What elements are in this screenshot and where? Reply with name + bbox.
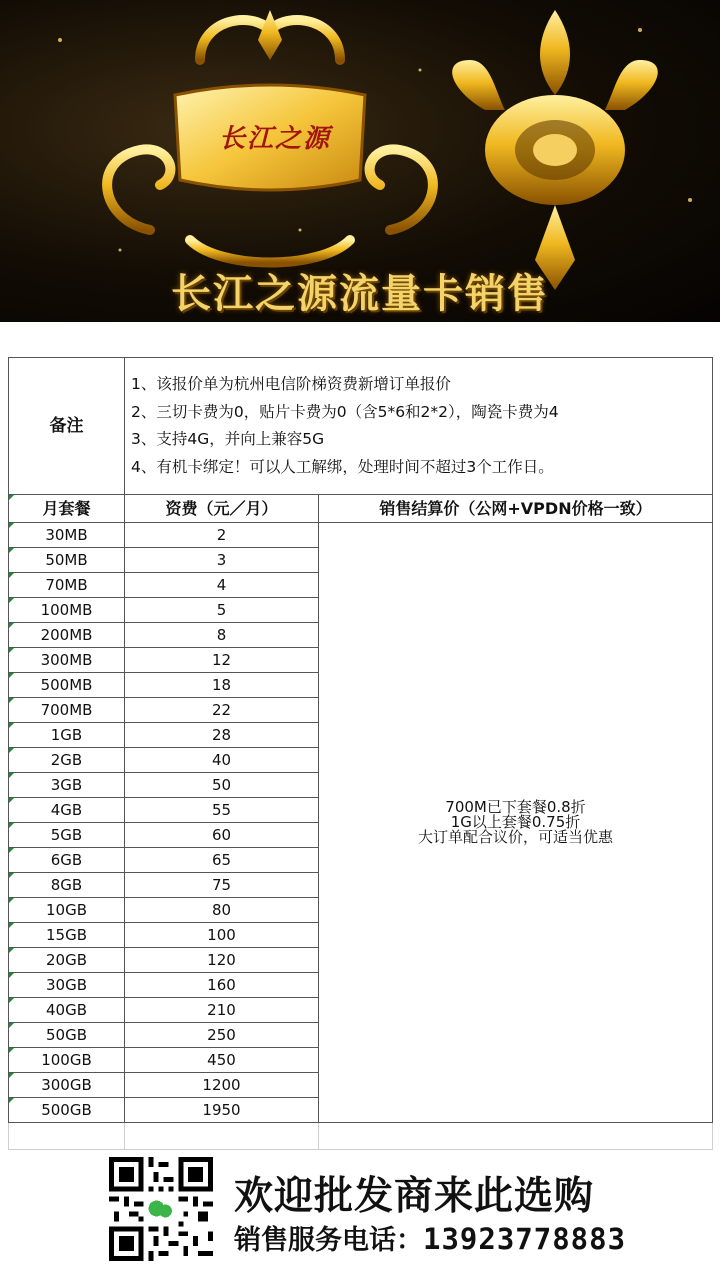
fee-cell: 8 xyxy=(125,623,319,648)
plan-cell: 4GB xyxy=(9,798,125,823)
note-line: 1、该报价单为杭州电信阶梯资费新增订单报价 xyxy=(131,375,451,393)
plaque-logo-text: 长江之源 xyxy=(218,124,331,154)
fee-cell: 100 xyxy=(125,923,319,948)
empty-cell xyxy=(319,1123,713,1150)
note-line: 3、支持4G，并向上兼容5G xyxy=(131,430,325,448)
plan-cell: 2GB xyxy=(9,748,125,773)
plan-cell: 100MB xyxy=(9,598,125,623)
plan-cell: 6GB xyxy=(9,848,125,873)
plan-cell: 8GB xyxy=(9,873,125,898)
plan-cell: 700MB xyxy=(9,698,125,723)
plan-cell: 70MB xyxy=(9,573,125,598)
fee-cell: 250 xyxy=(125,1023,319,1048)
note-line: 2、三切卡费为0，贴片卡费为0（含5*6和2*2），陶瓷卡费为4 xyxy=(131,402,559,421)
settlement-line: 1G以上套餐0.75折 xyxy=(450,813,581,831)
fee-cell: 65 xyxy=(125,848,319,873)
plan-cell: 200MB xyxy=(9,623,125,648)
price-table xyxy=(8,357,713,1150)
fee-cell: 75 xyxy=(125,873,319,898)
plan-cell: 3GB xyxy=(9,773,125,798)
table-row xyxy=(9,523,713,548)
banner-title: 长江之源流量卡销售 xyxy=(171,271,549,317)
notes-text xyxy=(125,358,713,495)
table-header-row xyxy=(9,495,713,523)
footer-phone-row xyxy=(234,1218,626,1257)
plan-cell: 500GB xyxy=(9,1098,125,1123)
fee-cell: 4 xyxy=(125,573,319,598)
notes-row xyxy=(9,358,713,495)
plan-cell: 1GB xyxy=(9,723,125,748)
empty-cell xyxy=(125,1123,319,1150)
fee-cell: 5 xyxy=(125,598,319,623)
fee-cell: 450 xyxy=(125,1048,319,1073)
fee-cell: 160 xyxy=(125,973,319,998)
fee-cell: 1950 xyxy=(125,1098,319,1123)
plan-cell: 30GB xyxy=(9,973,125,998)
fee-cell: 12 xyxy=(125,648,319,673)
plan-cell: 50GB xyxy=(9,1023,125,1048)
header-plan: 月套餐 xyxy=(9,495,125,523)
settlement-line: 700M已下套餐0.8折 xyxy=(445,798,586,816)
banner xyxy=(0,0,720,322)
fee-cell: 2 xyxy=(125,523,319,548)
fee-cell: 55 xyxy=(125,798,319,823)
plan-cell: 300GB xyxy=(9,1073,125,1098)
settlement-line: 大订单配合议价，可适当优惠 xyxy=(417,828,613,846)
fee-cell: 28 xyxy=(125,723,319,748)
fee-cell: 40 xyxy=(125,748,319,773)
header-fee: 资费（元／月） xyxy=(125,495,319,523)
plan-cell: 40GB xyxy=(9,998,125,1023)
fee-cell: 22 xyxy=(125,698,319,723)
settlement-cell xyxy=(319,523,713,1123)
fee-cell: 120 xyxy=(125,948,319,973)
note-line: 4、有机卡绑定！可以人工解绑，处理时间不超过3个工作日。 xyxy=(131,457,554,476)
plan-cell: 300MB xyxy=(9,648,125,673)
fee-cell: 80 xyxy=(125,898,319,923)
fee-cell: 18 xyxy=(125,673,319,698)
phone-number: 13923778883 xyxy=(423,1222,627,1256)
empty-cell xyxy=(9,1123,125,1150)
fee-cell: 3 xyxy=(125,548,319,573)
plan-cell: 15GB xyxy=(9,923,125,948)
notes-label: 备注 xyxy=(9,358,125,495)
qr-code xyxy=(108,1157,214,1261)
empty-row xyxy=(9,1123,713,1150)
plan-cell: 10GB xyxy=(9,898,125,923)
header-settlement: 销售结算价（公网+VPDN价格一致） xyxy=(319,495,713,523)
plan-cell: 5GB xyxy=(9,823,125,848)
fee-cell: 210 xyxy=(125,998,319,1023)
footer-welcome-text: 欢迎批发商来此选购 xyxy=(234,1174,595,1219)
phone-label: 销售服务电话： xyxy=(234,1225,423,1256)
fee-cell: 50 xyxy=(125,773,319,798)
fee-cell: 60 xyxy=(125,823,319,848)
plan-cell: 50MB xyxy=(9,548,125,573)
fee-cell: 1200 xyxy=(125,1073,319,1098)
plan-cell: 500MB xyxy=(9,673,125,698)
plan-cell: 100GB xyxy=(9,1048,125,1073)
plan-cell: 30MB xyxy=(9,523,125,548)
plan-cell: 20GB xyxy=(9,948,125,973)
